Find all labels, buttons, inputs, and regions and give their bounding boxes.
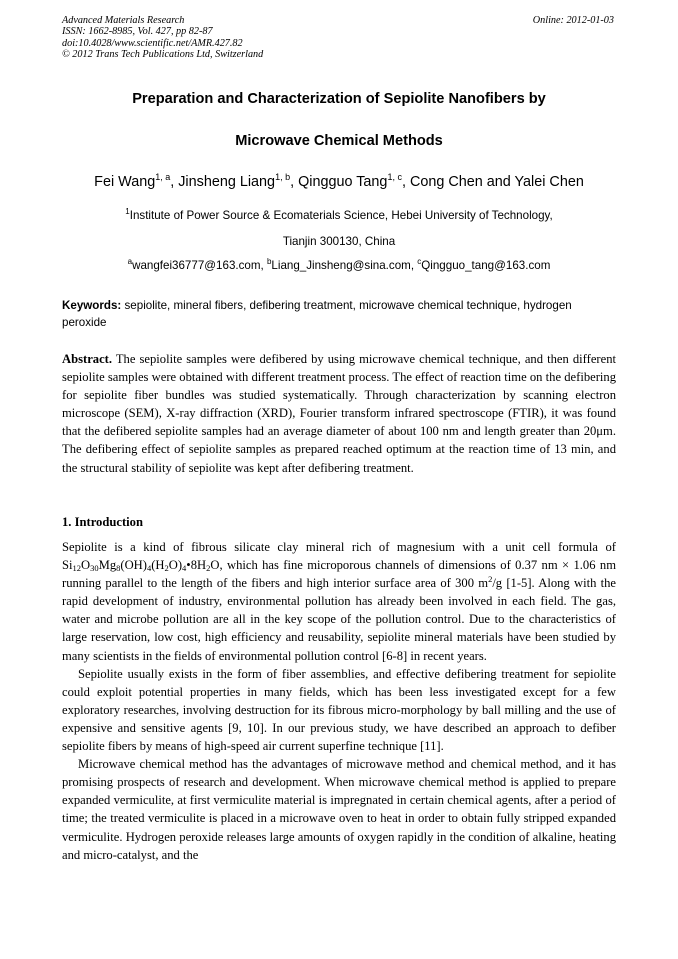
intro-paragraph-1 (62, 538, 616, 665)
unit-superscript: 2 (488, 574, 493, 585)
author-list (30, 174, 648, 190)
section-heading-introduction: 1. Introduction (62, 515, 143, 529)
copyright-line: © 2012 Trans Tech Publications Ltd, Switzerland (62, 49, 264, 61)
abstract-text: The sepiolite samples were defibered by using microwave chemical technique, and then different sepiolite samples were obtained with different treatment process. The effect of reaction time on the defibering for sepiolite fiber bundles was studied systematically. Through characterization by scanning electron microscope (SEM), X-ray diffraction (XRD), Fourier transform infrared spectroscope (FTIR), it was found that the defibered sepiolite samples had an average diameter of about 100 nm and length greater than 20μm. The defibering effect of sepiolite samples as prepared reached optimum at the reaction time of 13 min, and the structural stability of sepiolite was kept after defibering treatment. (62, 352, 616, 475)
keywords-text: sepiolite, mineral fibers, defibering treatment, microwave chemical technique, hydrogen peroxide (62, 299, 572, 329)
email-address: wangfei36777@163.com (132, 259, 261, 272)
journal-name: Advanced Materials Research (62, 15, 185, 26)
email-mark: c (417, 257, 422, 266)
email-list (30, 259, 648, 272)
intro-p1-end: /g [1-5]. Along with the rapid development of industry, environmental pollution has already been involved in each field. The gas, water and microbe pollution are all in the key scope of the pollution control. Due to the characteristics of large reservation, low cost, high efficiency and reusability, sepiolite mineral materials have been studied by many scientists in the fields of environmental pollution control [6-8] in recent years. (62, 576, 617, 663)
affiliation-line-1 (30, 209, 648, 222)
affiliation-mark: 1 (125, 207, 130, 216)
email-address: Qingguo_tang@163.com (421, 259, 551, 272)
formula-element: O (210, 558, 220, 573)
affiliation-line-2: Tianjin 300130, China (282, 235, 396, 248)
author-separator: , (170, 174, 179, 190)
affiliation-text: Institute of Power Source & Ecomaterials Science, Hebei University of Technology, (129, 209, 553, 222)
author-separator: , (290, 174, 299, 190)
abstract-label: Abstract. (62, 352, 113, 366)
formula-subscript: 30 (90, 563, 99, 574)
issn-line: ISSN: 1662-8985, Vol. 427, pp 82-87 (62, 26, 213, 38)
formula-element: •8H (186, 558, 207, 573)
formula-subscript: 12 (72, 563, 82, 574)
paper-title-line-2: Microwave Chemical Methods (235, 133, 443, 149)
formula-element: Mg (98, 558, 117, 573)
formula-subscript: 8 (116, 563, 121, 574)
formula-element: (OH) (120, 558, 147, 573)
author-separator: , (401, 174, 410, 190)
intro-p1-start: Sepiolite is a kind of fibrous silicate clay mineral rich of magnesium with a unit cell formula of (62, 540, 616, 554)
intro-paragraph-3: Microwave chemical method has the advantages of microwave method and chemical method, and it has promising prospects of research and development. When microwave chemical method is applied to prepare expanded vermiculite, at first vermiculite material is impregnated in certain chemical agents, after a period of time; the treated vermiculite is placed in a microwave oven to heat in order to obtain fully stripped expanded vermiculite. Hydrogen peroxide releases large amounts of oxygen rapidly in the condition of alkaline, heating and micro-catalyst, and the (62, 757, 616, 862)
formula-element: Si (62, 558, 73, 573)
formula-subscript: 4 (146, 563, 152, 574)
abstract-paragraph (62, 350, 616, 477)
journal-header (62, 15, 263, 61)
author-name: Fei Wang (94, 174, 156, 190)
author-name: Cong Chen and Yalei Chen (409, 174, 584, 190)
author-name: Qingguo Tang (298, 174, 388, 190)
formula-subscript: 2 (164, 563, 169, 574)
email-address: Liang_Jinsheng@sina.com (271, 259, 411, 272)
author-affiliation-mark: 1, c (387, 172, 402, 182)
introduction-body (62, 538, 616, 864)
formula-element: (H (151, 558, 165, 573)
email-separator: , (410, 259, 418, 272)
author-name: Jinsheng Liang (178, 174, 276, 190)
intro-paragraph-2: Sepiolite usually exists in the form of fiber assemblies, and effective defibering treatment for sepiolite could exploit potential properties in many fields, which has been less investigated except for a few exploratory researches, involving destruction for its fibrous micro-morphology by ball milling and the use of expensive and sensitive agents [9, 10]. In our previous study, we have described an approach to defiber sepiolite fibers by means of high-speed air current superfine technique [11]. (62, 666, 616, 754)
unit-cell-formula (62, 558, 219, 572)
email-mark: a (127, 257, 133, 266)
email-separator: , (260, 259, 267, 272)
doi-line: doi:10.4028/www.scientific.net/AMR.427.82 (62, 37, 243, 49)
formula-element: O) (168, 558, 183, 573)
email-mark: b (266, 257, 272, 266)
keywords-label: Keywords: (62, 299, 122, 312)
formula-element: O (81, 558, 91, 573)
formula-subscript: 2 (206, 563, 211, 574)
online-date: Online: 2012-01-03 (532, 15, 614, 26)
author-affiliation-mark: 1, b (275, 172, 291, 182)
paper-title-line-1: Preparation and Characterization of Sepiolite Nanofibers by (132, 91, 546, 107)
abstract (62, 350, 616, 477)
keywords (62, 297, 616, 331)
intro-p1-mid: , which has fine microporous channels of dimensions of 0.37 nm × 1.06 nm running parallel to the length of the fibers and high interior surface area of 300 m (62, 558, 616, 591)
author-affiliation-mark: 1, a (155, 172, 171, 182)
formula-subscript: 4 (182, 563, 187, 574)
